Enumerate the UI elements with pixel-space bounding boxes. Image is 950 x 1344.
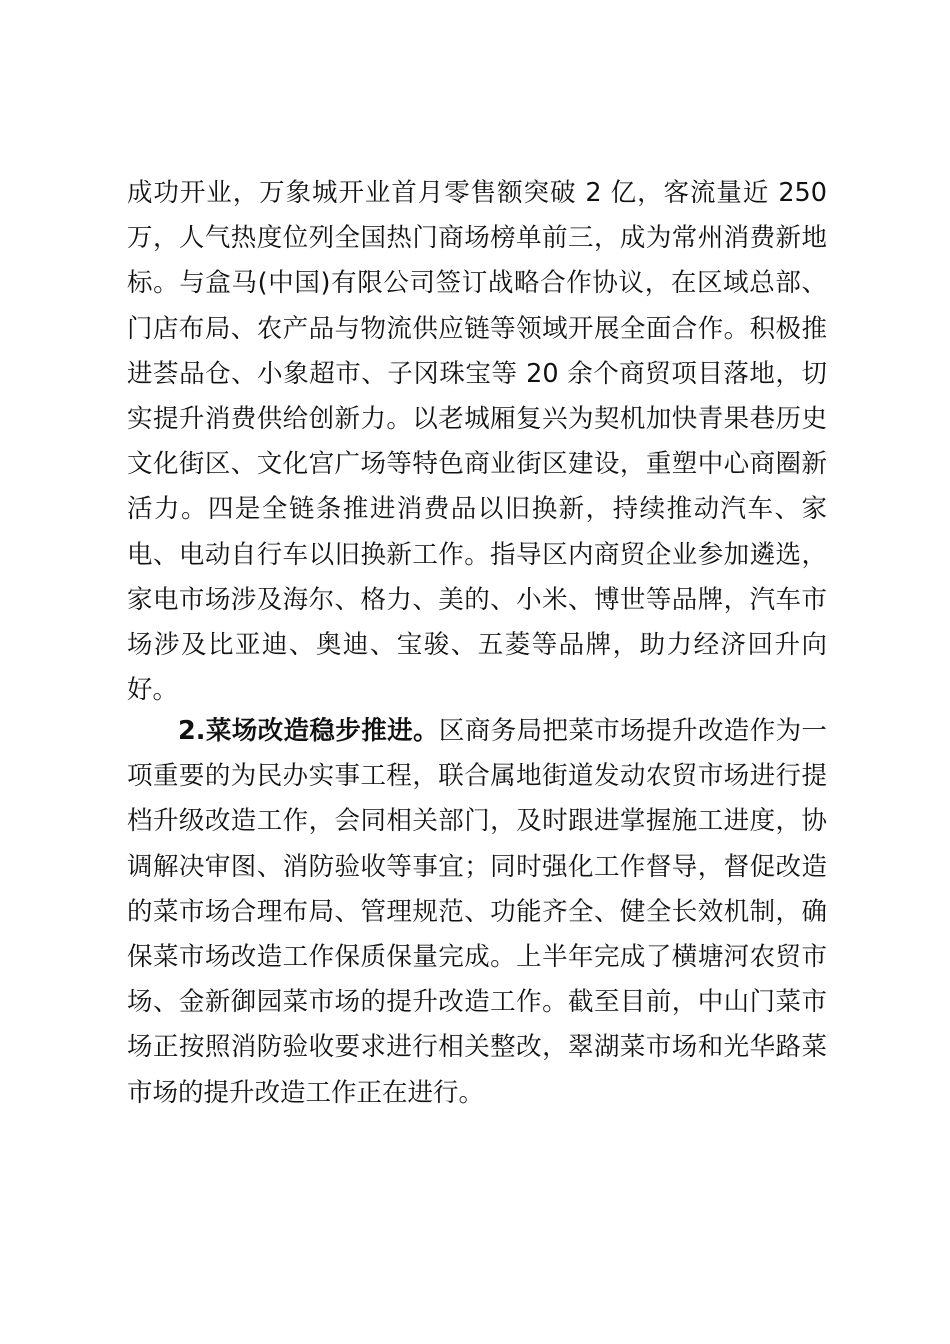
paragraph-line: 调解决审图、消防验收等事宜；同时强化工作督导，督促改造 <box>127 851 827 882</box>
paragraph-line: 进荟品仓、小象超市、子冈珠宝等 20 余个商贸项目落地，切 <box>127 358 827 389</box>
paragraph-line: 万，人气热度位列全国热门商场榜单前三，成为常州消费新地 <box>127 223 827 254</box>
section-heading: 2.菜场改造稳步推进。 <box>178 716 439 746</box>
paragraph-line: 活力。四是全链条推进消费品以旧换新，持续推动汽车、家 <box>127 494 827 525</box>
paragraph-line: 的菜市场合理布局、管理规范、功能齐全、健全长效机制，确 <box>127 896 827 927</box>
paragraph-market-renovation <box>127 709 827 1116</box>
paragraph-line: 场、金新御园菜市场的提升改造工作。截至目前，中山门菜市 <box>127 987 827 1018</box>
paragraph-line: 标。与盒马(中国)有限公司签订战略合作协议，在区域总部、 <box>127 268 827 299</box>
paragraph-line: 好。 <box>127 675 179 706</box>
paragraph-line: 保菜市场改造工作保质保量完成。上半年完成了横塘河农贸市 <box>127 942 827 973</box>
paragraph-text: 区商务局把菜市场提升改造作为一 <box>438 716 827 746</box>
paragraph-consumption <box>127 171 827 713</box>
paragraph-line: 实提升消费供给创新力。以老城厢复兴为契机加快青果巷历史 <box>127 404 827 435</box>
paragraph-line: 电、电动自行车以旧换新工作。指导区内商贸企业参加遴选， <box>127 539 827 570</box>
paragraph-line: 场正按照消防验收要求进行相关整改，翠湖菜市场和光华路菜 <box>127 1032 827 1063</box>
paragraph-line: 文化街区、文化宫广场等特色商业街区建设，重塑中心商圈新 <box>127 449 827 480</box>
paragraph-line: 市场的提升改造工作正在进行。 <box>127 1077 485 1108</box>
paragraph-line: 成功开业，万象城开业首月零售额突破 2 亿，客流量近 250 <box>127 178 827 208</box>
paragraph-line: 家电市场涉及海尔、格力、美的、小米、博世等品牌，汽车市 <box>127 584 827 615</box>
paragraph-line: 门店布局、农产品与物流供应链等领域开展全面合作。积极推 <box>127 313 827 344</box>
paragraph-line: 场涉及比亚迪、奥迪、宝骏、五菱等品牌，助力经济回升向 <box>127 630 827 661</box>
paragraph-line: 项重要的为民办实事工程，联合属地街道发动农贸市场进行提 <box>127 761 827 792</box>
paragraph-line: 档升级改造工作，会同相关部门，及时跟进掌握施工进度，协 <box>127 806 827 837</box>
paragraph-first-line <box>127 709 827 754</box>
